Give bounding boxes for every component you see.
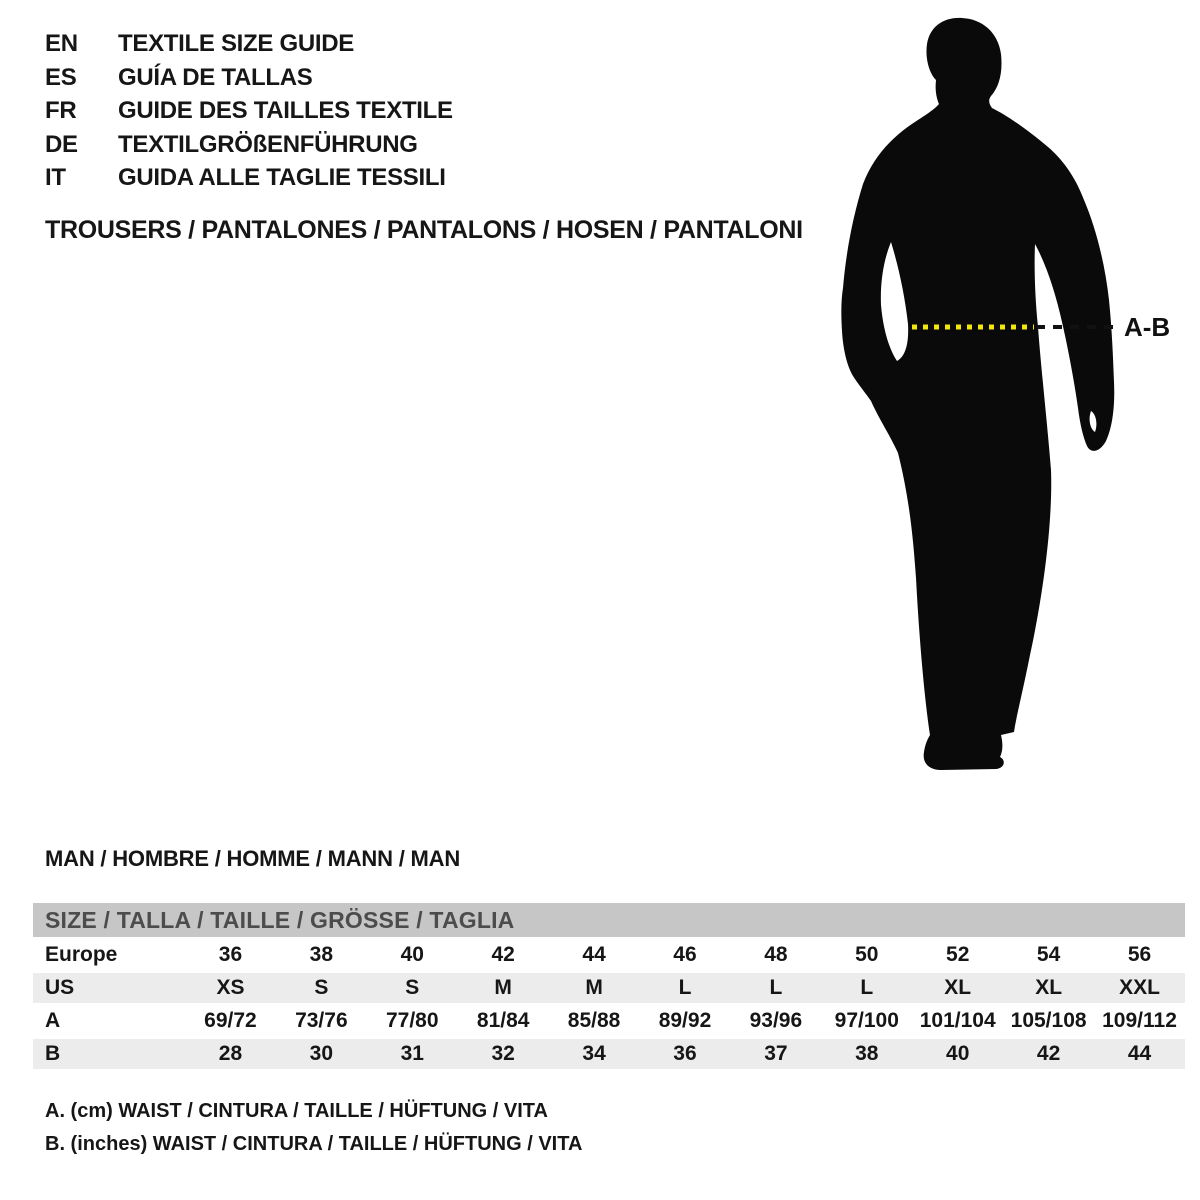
size-value: M (494, 976, 512, 999)
size-table-body (33, 940, 1185, 1069)
size-value: 97/100 (834, 1009, 899, 1032)
section-title: MAN / HOMBRE / HOMME / MANN / MAN (45, 846, 461, 871)
size-value: 40 (400, 943, 424, 966)
size-value: 46 (673, 943, 697, 966)
size-table (33, 903, 1185, 1069)
size-value: 81/84 (476, 1009, 530, 1032)
size-value: 32 (491, 1042, 515, 1065)
footnote-b: B. (inches) WAIST / CINTURA / TAILLE / HÜFTUNG / VITA (45, 1133, 583, 1155)
size-value: 36 (218, 943, 243, 966)
size-value: L (678, 976, 692, 999)
table-row (33, 940, 1185, 970)
size-value: 36 (673, 1042, 697, 1065)
row-label: US (45, 976, 75, 999)
size-value: M (585, 976, 603, 999)
language-code: IT (45, 164, 66, 191)
table-row (33, 973, 1185, 1003)
size-value: 50 (855, 943, 879, 966)
size-value: 48 (764, 943, 788, 966)
size-value: 109/112 (1102, 1009, 1177, 1032)
size-value: 73/76 (295, 1009, 348, 1032)
row-label: B (45, 1042, 61, 1065)
table-row (33, 1039, 1185, 1069)
size-value: XL (1035, 976, 1063, 999)
size-value: 42 (491, 943, 515, 966)
language-label: GUIDE DES TAILLES TEXTILE (118, 97, 453, 124)
size-value: S (405, 976, 420, 999)
size-value: 93/96 (749, 1009, 803, 1032)
language-row (45, 161, 453, 195)
language-code: FR (45, 97, 77, 124)
language-row (45, 94, 453, 128)
size-value: XL (944, 976, 972, 999)
language-label: TEXTILE SIZE GUIDE (118, 30, 354, 57)
language-guide-list (45, 27, 453, 195)
size-value: 101/104 (919, 1009, 996, 1032)
man-silhouette-shape (841, 18, 1114, 770)
size-value: XXL (1119, 976, 1160, 999)
size-value: S (314, 976, 329, 999)
language-row (45, 128, 453, 162)
size-value: 38 (309, 943, 334, 966)
footnote-a: A. (cm) WAIST / CINTURA / TAILLE / HÜFTUNG / VITA (45, 1100, 548, 1122)
garment-title: TROUSERS / PANTALONES / PANTALONS / HOSEN / PANTALONI (45, 216, 803, 244)
size-value: 77/80 (385, 1009, 439, 1032)
size-value: 56 (1127, 943, 1152, 966)
table-row (33, 1006, 1185, 1036)
size-value: 44 (582, 943, 606, 966)
size-value: 44 (1127, 1042, 1152, 1065)
size-value: 89/92 (658, 1009, 712, 1032)
size-value: L (860, 976, 874, 999)
language-row (45, 27, 453, 61)
size-value: 34 (582, 1042, 606, 1065)
size-value: 52 (946, 943, 970, 966)
footnotes (45, 1095, 582, 1161)
row-values (185, 1006, 1185, 1036)
language-code: EN (45, 30, 78, 57)
row-values (185, 973, 1185, 1003)
waist-measure-label: A-B (1124, 312, 1171, 342)
man-silhouette (820, 0, 1200, 800)
language-label: TEXTILGRÖßENFÜHRUNG (118, 130, 418, 158)
row-label: A (45, 1009, 61, 1032)
language-code: DE (45, 130, 78, 158)
size-value: L (769, 976, 783, 999)
size-value: 54 (1036, 943, 1061, 966)
size-value: 42 (1036, 1042, 1061, 1065)
size-value: 31 (400, 1042, 424, 1065)
size-value: 30 (309, 1042, 334, 1065)
row-values (185, 940, 1185, 970)
row-values (185, 1039, 1185, 1069)
row-label: Europe (45, 943, 118, 966)
language-label: GUÍA DE TALLAS (118, 63, 313, 91)
size-value: 69/72 (204, 1009, 257, 1032)
size-value: 38 (855, 1042, 879, 1065)
size-table-header: SIZE / TALLA / TAILLE / GRÖSSE / TAGLIA (33, 903, 1185, 937)
size-value: 85/88 (567, 1009, 621, 1032)
size-value: 105/108 (1010, 1009, 1087, 1032)
language-row (45, 61, 453, 95)
man-silhouette-figure (820, 0, 1200, 800)
size-value: 40 (946, 1042, 970, 1065)
language-code: ES (45, 63, 77, 91)
language-label: GUIDA ALLE TAGLIE TESSILI (118, 164, 446, 191)
size-value: XS (216, 976, 245, 999)
size-value: 28 (218, 1042, 243, 1065)
size-value: 37 (764, 1042, 788, 1065)
